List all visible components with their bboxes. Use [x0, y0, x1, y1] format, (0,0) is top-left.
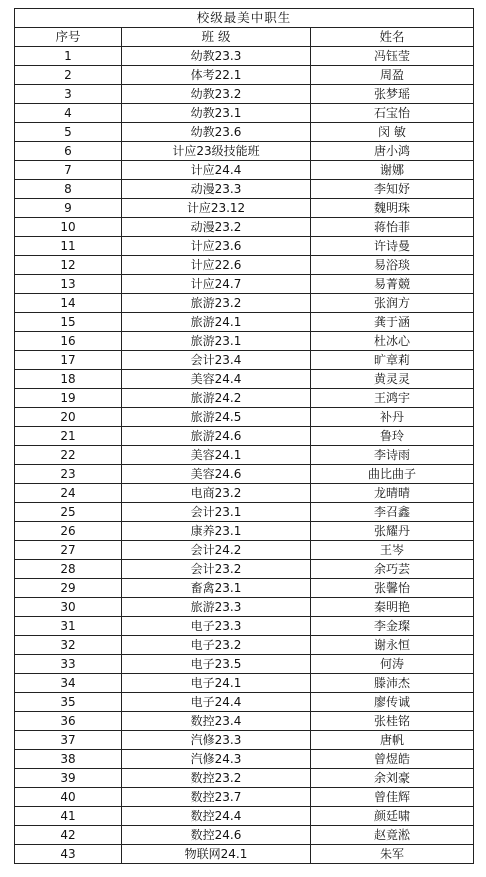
header-class: 班 级: [122, 28, 311, 47]
student-name-cell: 龚于涵: [311, 313, 474, 332]
student-name-cell: 张桂铭: [311, 712, 474, 731]
student-name-cell: 唐小鸿: [311, 142, 474, 161]
class-cell: 体考22.1: [122, 66, 311, 85]
student-name-cell: 唐帆: [311, 731, 474, 750]
class-cell: 电子23.3: [122, 617, 311, 636]
table-row: [15, 313, 474, 332]
student-name-cell: 廖传诚: [311, 693, 474, 712]
row-number-cell: 28: [15, 560, 122, 579]
class-cell: 物联网24.1: [122, 845, 311, 864]
row-number-cell: 11: [15, 237, 122, 256]
student-name-cell: 周盈: [311, 66, 474, 85]
row-number-cell: 19: [15, 389, 122, 408]
table-row: [15, 427, 474, 446]
class-cell: 会计24.2: [122, 541, 311, 560]
class-cell: 电子23.2: [122, 636, 311, 655]
student-name-cell: 谢娜: [311, 161, 474, 180]
row-number-cell: 33: [15, 655, 122, 674]
row-number-cell: 22: [15, 446, 122, 465]
table-row: [15, 484, 474, 503]
table-row: [15, 503, 474, 522]
table-row: [15, 199, 474, 218]
table-row: [15, 731, 474, 750]
table-row: [15, 845, 474, 864]
class-cell: 计应22.6: [122, 256, 311, 275]
class-cell: 电子24.1: [122, 674, 311, 693]
header-row: [15, 28, 474, 47]
student-name-cell: 许诗曼: [311, 237, 474, 256]
table-row: [15, 351, 474, 370]
student-name-cell: 李金璨: [311, 617, 474, 636]
row-number-cell: 29: [15, 579, 122, 598]
row-number-cell: 2: [15, 66, 122, 85]
student-name-cell: 王岑: [311, 541, 474, 560]
table-row: [15, 389, 474, 408]
class-cell: 动漫23.3: [122, 180, 311, 199]
row-number-cell: 31: [15, 617, 122, 636]
row-number-cell: 16: [15, 332, 122, 351]
table-row: [15, 85, 474, 104]
student-name-cell: 魏明珠: [311, 199, 474, 218]
class-cell: 数控24.4: [122, 807, 311, 826]
row-number-cell: 24: [15, 484, 122, 503]
table-row: [15, 408, 474, 427]
table-row: [15, 598, 474, 617]
student-name-cell: 颜廷啸: [311, 807, 474, 826]
table-row: [15, 807, 474, 826]
student-name-cell: 秦明艳: [311, 598, 474, 617]
table-row: [15, 465, 474, 484]
row-number-cell: 13: [15, 275, 122, 294]
class-cell: 幼教23.1: [122, 104, 311, 123]
row-number-cell: 38: [15, 750, 122, 769]
row-number-cell: 21: [15, 427, 122, 446]
row-number-cell: 37: [15, 731, 122, 750]
row-number-cell: 34: [15, 674, 122, 693]
row-number-cell: 36: [15, 712, 122, 731]
class-cell: 汽修24.3: [122, 750, 311, 769]
row-number-cell: 20: [15, 408, 122, 427]
header-number: 序号: [15, 28, 122, 47]
header-name: 姓名: [311, 28, 474, 47]
row-number-cell: 7: [15, 161, 122, 180]
table-row: [15, 769, 474, 788]
student-name-cell: 何涛: [311, 655, 474, 674]
class-cell: 电商23.2: [122, 484, 311, 503]
row-number-cell: 5: [15, 123, 122, 142]
student-name-cell: 滕沛杰: [311, 674, 474, 693]
student-name-cell: 王鸿宇: [311, 389, 474, 408]
table-row: [15, 180, 474, 199]
row-number-cell: 26: [15, 522, 122, 541]
row-number-cell: 9: [15, 199, 122, 218]
student-name-cell: 余巧芸: [311, 560, 474, 579]
student-name-cell: 曲比曲子: [311, 465, 474, 484]
table-row: [15, 332, 474, 351]
student-name-cell: 龙晴晴: [311, 484, 474, 503]
row-number-cell: 39: [15, 769, 122, 788]
table-row: [15, 47, 474, 66]
student-name-cell: 余刘豪: [311, 769, 474, 788]
row-number-cell: 43: [15, 845, 122, 864]
class-cell: 旅游24.1: [122, 313, 311, 332]
table-row: [15, 237, 474, 256]
class-cell: 美容24.6: [122, 465, 311, 484]
table-row: [15, 750, 474, 769]
student-name-cell: 张润方: [311, 294, 474, 313]
row-number-cell: 14: [15, 294, 122, 313]
row-number-cell: 30: [15, 598, 122, 617]
table-row: [15, 674, 474, 693]
title-row: [15, 9, 474, 28]
row-number-cell: 17: [15, 351, 122, 370]
student-name-cell: 张梦瑶: [311, 85, 474, 104]
student-name-cell: 曾佳辉: [311, 788, 474, 807]
student-name-cell: 朱军: [311, 845, 474, 864]
class-cell: 会计23.4: [122, 351, 311, 370]
class-cell: 幼教23.2: [122, 85, 311, 104]
row-number-cell: 10: [15, 218, 122, 237]
row-number-cell: 27: [15, 541, 122, 560]
class-cell: 汽修23.3: [122, 731, 311, 750]
roster-table: [14, 8, 474, 864]
table-row: [15, 294, 474, 313]
row-number-cell: 4: [15, 104, 122, 123]
table-row: [15, 275, 474, 294]
student-name-cell: 旷章莉: [311, 351, 474, 370]
class-cell: 旅游23.2: [122, 294, 311, 313]
student-name-cell: 易菁競: [311, 275, 474, 294]
student-name-cell: 谢永恒: [311, 636, 474, 655]
table-row: [15, 370, 474, 389]
class-cell: 会计23.2: [122, 560, 311, 579]
student-name-cell: 闵 敏: [311, 123, 474, 142]
class-cell: 美容24.1: [122, 446, 311, 465]
row-number-cell: 41: [15, 807, 122, 826]
table-row: [15, 161, 474, 180]
class-cell: 计应23.6: [122, 237, 311, 256]
row-number-cell: 42: [15, 826, 122, 845]
row-number-cell: 18: [15, 370, 122, 389]
student-name-cell: 曾煜皓: [311, 750, 474, 769]
student-name-cell: 张馨怡: [311, 579, 474, 598]
student-name-cell: 李召鑫: [311, 503, 474, 522]
row-number-cell: 12: [15, 256, 122, 275]
table-row: [15, 826, 474, 845]
student-name-cell: 蒋怡菲: [311, 218, 474, 237]
table-row: [15, 579, 474, 598]
student-name-cell: 黄灵灵: [311, 370, 474, 389]
student-name-cell: 易浴琰: [311, 256, 474, 275]
class-cell: 旅游24.5: [122, 408, 311, 427]
class-cell: 旅游24.6: [122, 427, 311, 446]
class-cell: 计应24.4: [122, 161, 311, 180]
table-row: [15, 104, 474, 123]
row-number-cell: 40: [15, 788, 122, 807]
roster-body: [15, 9, 474, 864]
class-cell: 数控23.2: [122, 769, 311, 788]
row-number-cell: 35: [15, 693, 122, 712]
table-row: [15, 142, 474, 161]
student-name-cell: 石宝怡: [311, 104, 474, 123]
table-row: [15, 636, 474, 655]
student-name-cell: 李知妤: [311, 180, 474, 199]
row-number-cell: 8: [15, 180, 122, 199]
class-cell: 动漫23.2: [122, 218, 311, 237]
class-cell: 旅游23.1: [122, 332, 311, 351]
table-row: [15, 693, 474, 712]
table-row: [15, 712, 474, 731]
row-number-cell: 6: [15, 142, 122, 161]
class-cell: 数控23.7: [122, 788, 311, 807]
table-row: [15, 123, 474, 142]
table-row: [15, 218, 474, 237]
class-cell: 会计23.1: [122, 503, 311, 522]
student-name-cell: 赵竟淞: [311, 826, 474, 845]
class-cell: 计应23.12: [122, 199, 311, 218]
class-cell: 幼教23.6: [122, 123, 311, 142]
table-row: [15, 788, 474, 807]
student-name-cell: 张耀丹: [311, 522, 474, 541]
class-cell: 康养23.1: [122, 522, 311, 541]
row-number-cell: 15: [15, 313, 122, 332]
row-number-cell: 3: [15, 85, 122, 104]
class-cell: 幼教23.3: [122, 47, 311, 66]
table-row: [15, 541, 474, 560]
student-name-cell: 杜冰心: [311, 332, 474, 351]
document-sheet: [14, 8, 473, 864]
table-row: [15, 560, 474, 579]
class-cell: 电子23.5: [122, 655, 311, 674]
table-row: [15, 617, 474, 636]
row-number-cell: 32: [15, 636, 122, 655]
table-row: [15, 66, 474, 85]
student-name-cell: 李诗雨: [311, 446, 474, 465]
row-number-cell: 1: [15, 47, 122, 66]
class-cell: 旅游24.2: [122, 389, 311, 408]
student-name-cell: 冯钰莹: [311, 47, 474, 66]
class-cell: 计应23级技能班: [122, 142, 311, 161]
table-row: [15, 522, 474, 541]
class-cell: 畜禽23.1: [122, 579, 311, 598]
row-number-cell: 25: [15, 503, 122, 522]
class-cell: 计应24.7: [122, 275, 311, 294]
table-row: [15, 446, 474, 465]
student-name-cell: 补丹: [311, 408, 474, 427]
class-cell: 数控24.6: [122, 826, 311, 845]
table-row: [15, 655, 474, 674]
class-cell: 电子24.4: [122, 693, 311, 712]
row-number-cell: 23: [15, 465, 122, 484]
document-title: 校级最美中职生: [15, 9, 474, 28]
class-cell: 旅游23.3: [122, 598, 311, 617]
student-name-cell: 鲁玲: [311, 427, 474, 446]
class-cell: 美容24.4: [122, 370, 311, 389]
class-cell: 数控23.4: [122, 712, 311, 731]
table-row: [15, 256, 474, 275]
